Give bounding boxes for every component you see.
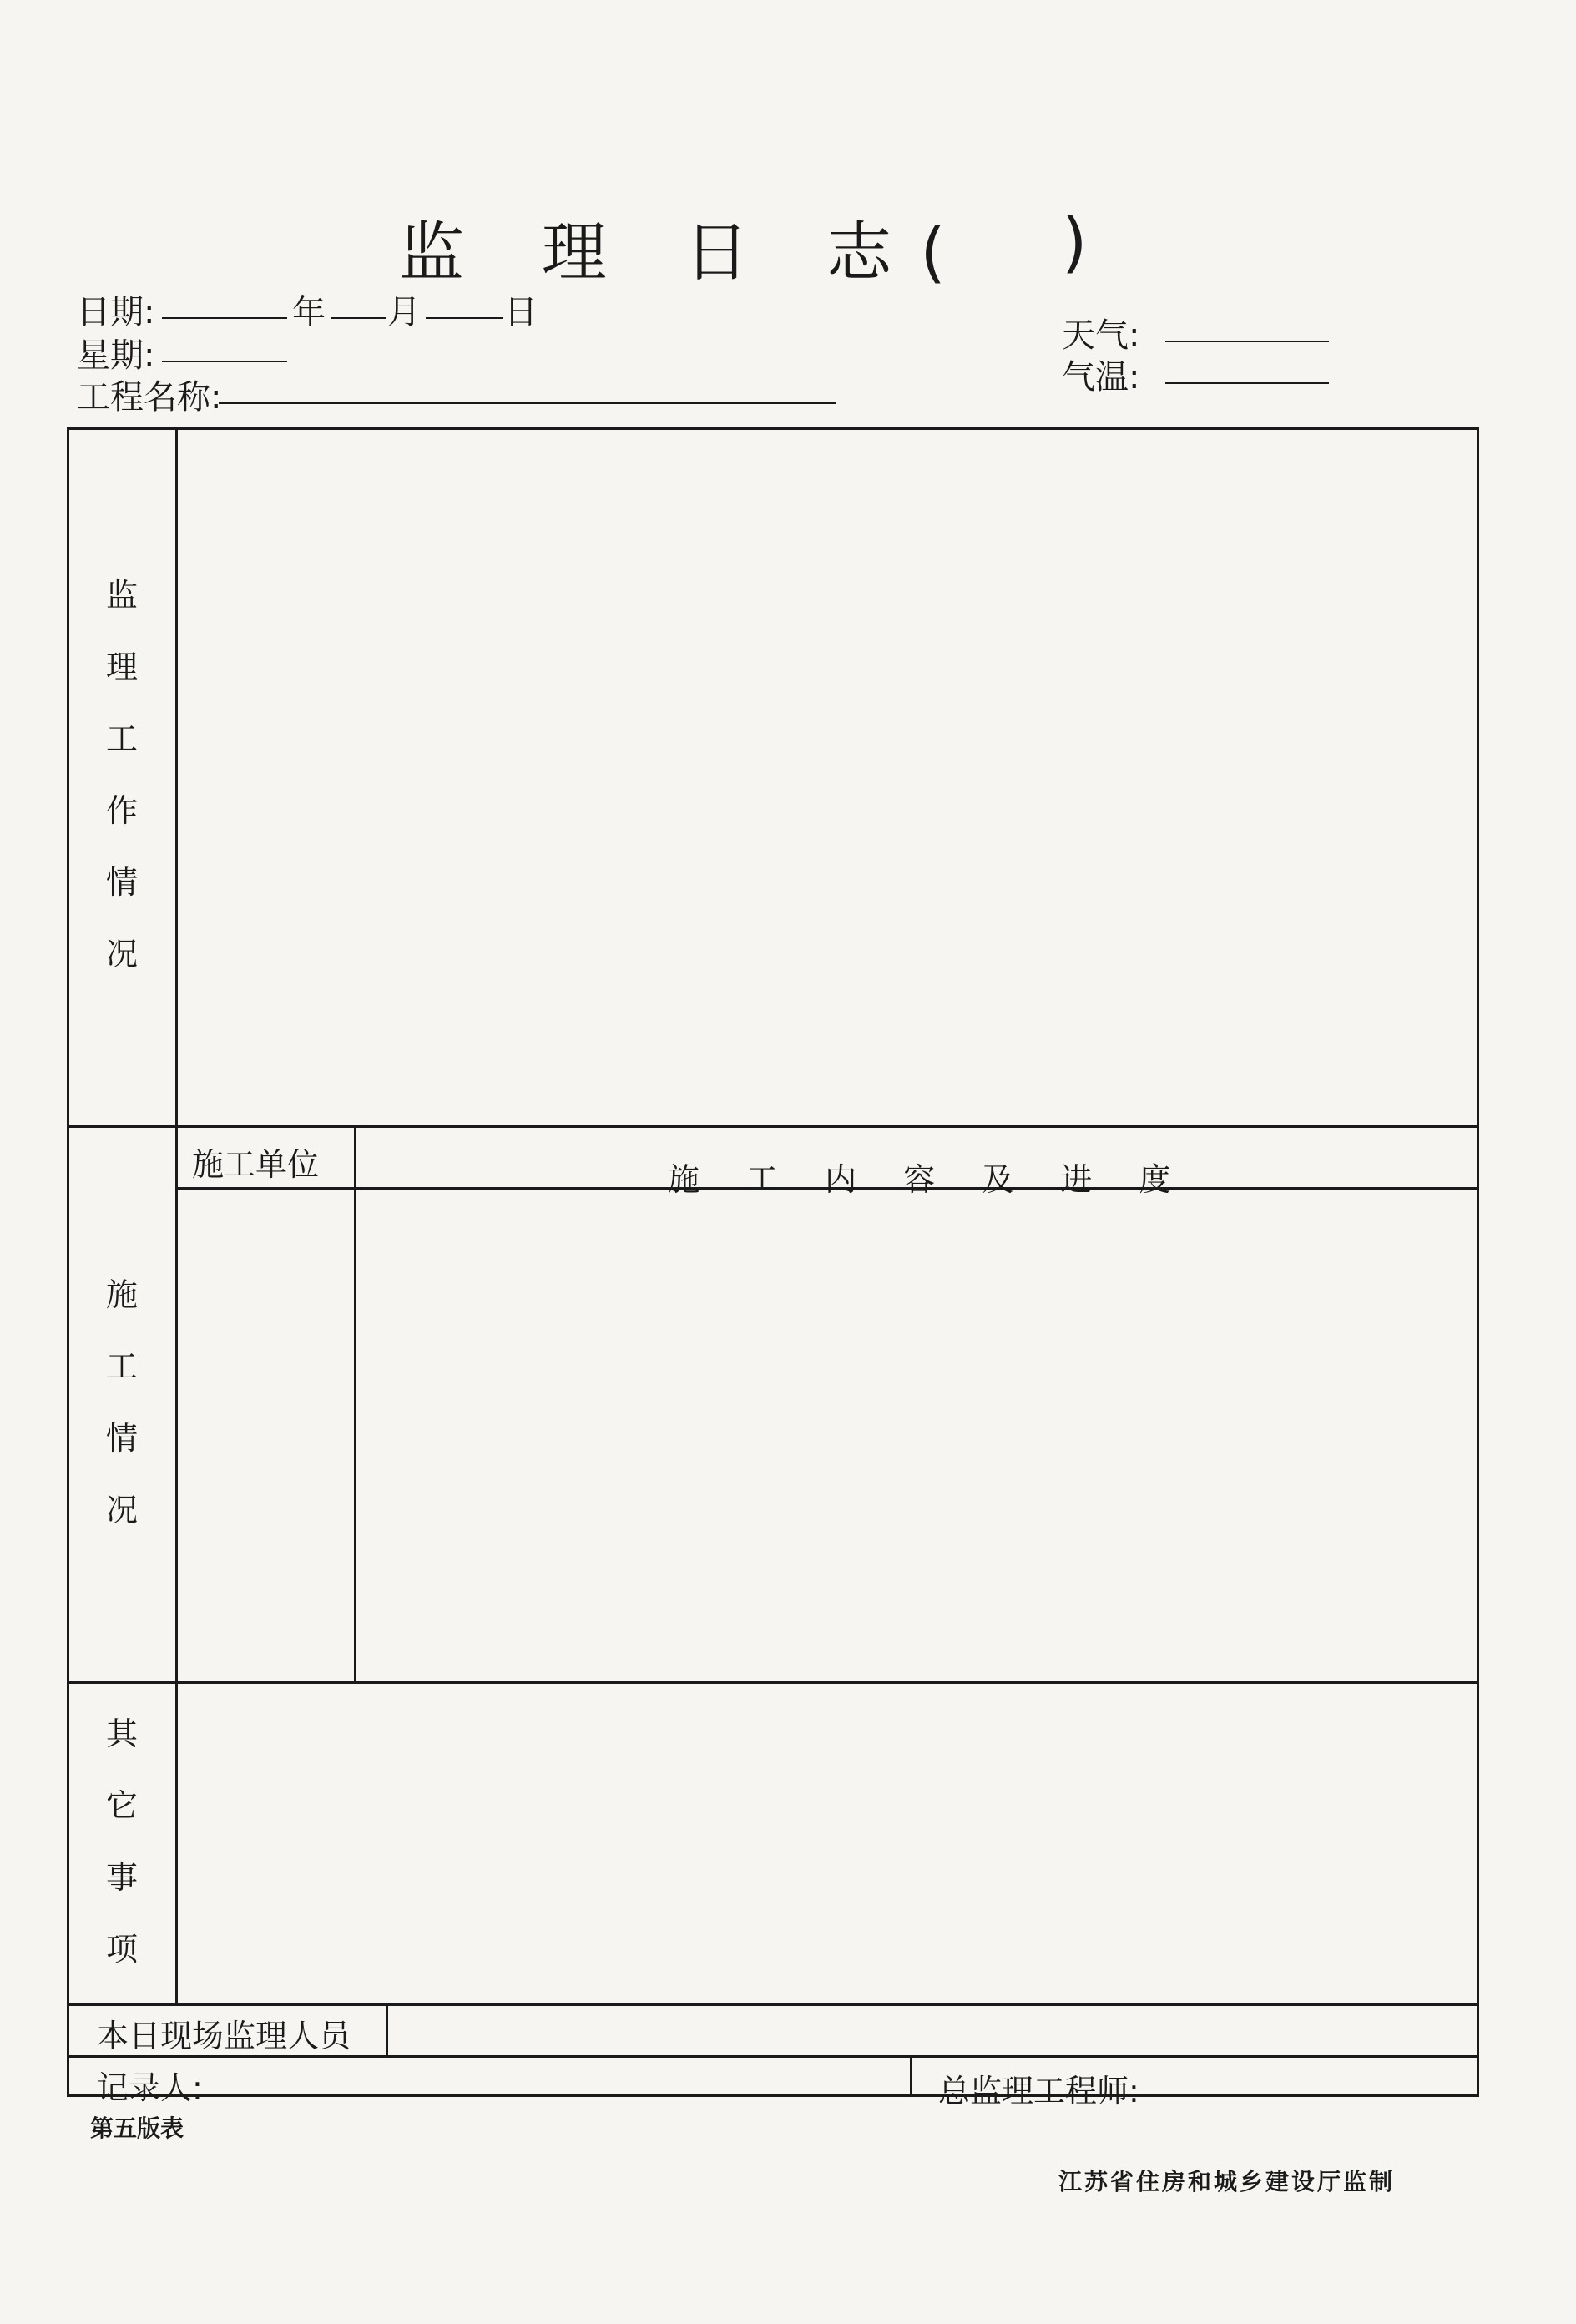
title-open-paren: ( bbox=[920, 215, 974, 290]
weekday-label: 星期: bbox=[77, 336, 155, 375]
work-label-char: 况 bbox=[105, 936, 138, 973]
other-label-char: 它 bbox=[105, 1787, 138, 1824]
log-table bbox=[67, 427, 1479, 2097]
date-day-field bbox=[426, 279, 503, 319]
work-section-label bbox=[97, 559, 147, 990]
progress-header: 施 工 内 容 及 进 度 bbox=[668, 1161, 1190, 1198]
other-label-char: 其 bbox=[105, 1715, 138, 1752]
construction-label-char: 况 bbox=[105, 1492, 138, 1528]
construction-section-label bbox=[97, 1259, 147, 1546]
row-divider-3 bbox=[67, 2003, 1479, 2006]
unit-header: 施工单位 bbox=[192, 1146, 320, 1183]
work-label-char: 理 bbox=[105, 649, 138, 685]
work-label-char: 工 bbox=[105, 720, 138, 757]
other-label-char: 事 bbox=[105, 1859, 138, 1896]
project-label: 工程名称: bbox=[77, 378, 222, 417]
project-field bbox=[219, 366, 836, 404]
date-label: 日期: bbox=[77, 293, 155, 331]
date-month-field bbox=[331, 279, 386, 319]
construction-label-char: 工 bbox=[105, 1348, 138, 1385]
temperature-field bbox=[1165, 344, 1329, 384]
title-close-paren: ) bbox=[1062, 205, 1088, 280]
recorder-label: 记录人: bbox=[97, 2069, 203, 2106]
issuer-note: 江苏省住房和城乡建设厅监制 bbox=[1058, 2168, 1396, 2195]
temperature-label: 气温: bbox=[1062, 358, 1140, 397]
construction-label-char: 情 bbox=[105, 1420, 138, 1457]
edition-note: 第五版表 bbox=[90, 2114, 184, 2142]
row-divider-1 bbox=[67, 1125, 1479, 1128]
year-unit-label: 年 bbox=[292, 293, 326, 331]
other-section-label bbox=[97, 1698, 147, 1985]
staff-divider bbox=[386, 2003, 388, 2055]
work-label-char: 情 bbox=[105, 864, 138, 901]
row-divider-2 bbox=[67, 1681, 1479, 1684]
other-label-char: 项 bbox=[105, 1931, 138, 1968]
label-column-divider bbox=[175, 427, 178, 2003]
day-unit-label: 日 bbox=[504, 293, 538, 331]
title-text: 监 理 日 志 bbox=[399, 215, 921, 290]
month-unit-label: 月 bbox=[387, 293, 421, 331]
construction-label-char: 施 bbox=[105, 1276, 138, 1313]
unit-column-divider bbox=[354, 1125, 356, 1681]
work-label-char: 作 bbox=[105, 792, 138, 829]
chief-engineer-label: 总监理工程师: bbox=[938, 2073, 1139, 2109]
staff-label: 本日现场监理人员 bbox=[97, 2018, 351, 2054]
weekday-field bbox=[162, 322, 287, 362]
chief-divider bbox=[910, 2055, 912, 2097]
work-label-char: 监 bbox=[105, 577, 138, 614]
weather-field bbox=[1165, 302, 1329, 342]
date-year-field bbox=[162, 279, 287, 319]
weather-label: 天气: bbox=[1062, 316, 1140, 355]
